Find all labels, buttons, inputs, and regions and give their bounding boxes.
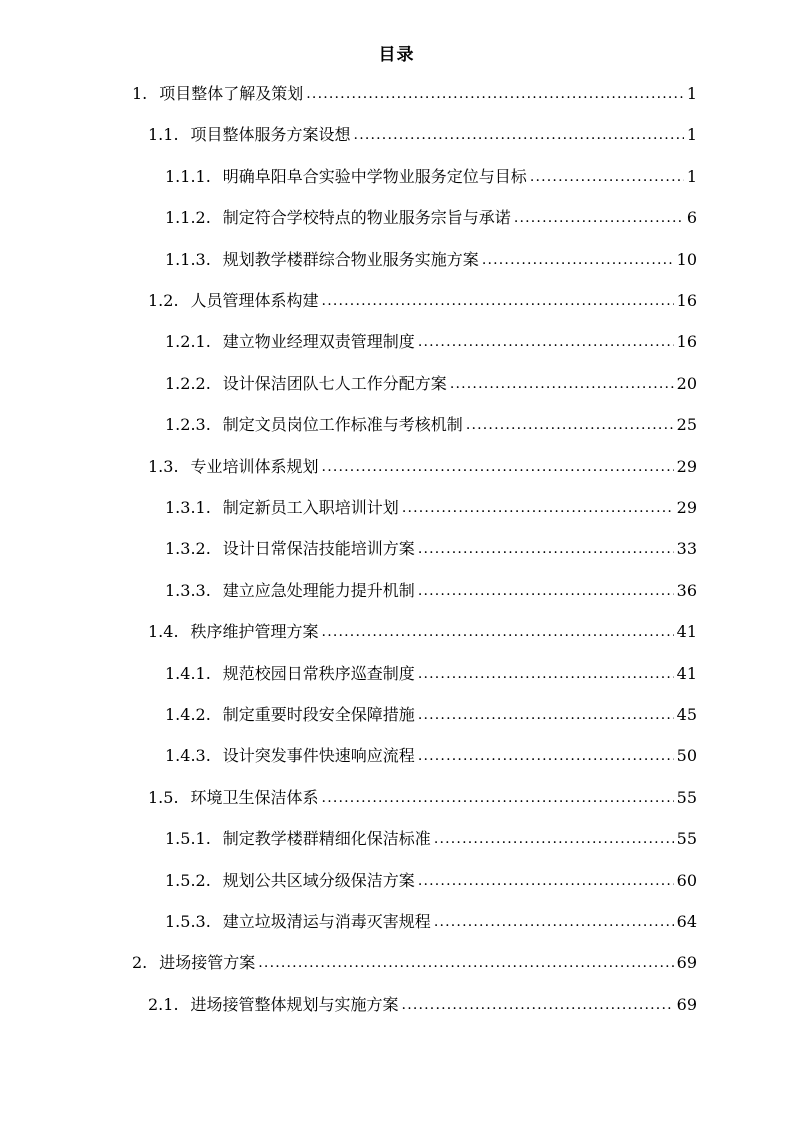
toc-entry-number: 1.5.1. xyxy=(165,829,211,849)
toc-entry-number: 1.3. xyxy=(148,456,179,476)
toc-entry-page-number: 16 xyxy=(676,291,697,310)
toc-entry-number: 1.3.2. xyxy=(165,539,211,559)
toc-entry-page-number: 1 xyxy=(686,84,697,103)
toc-entry-number: 1.1. xyxy=(148,125,179,145)
toc-dot-leader xyxy=(418,578,674,604)
toc-entry-number: 1.2. xyxy=(148,291,179,310)
toc-entry[interactable] xyxy=(165,164,697,190)
toc-entry-number: 1.4.1. xyxy=(165,663,211,683)
toc-dot-leader xyxy=(322,454,674,480)
toc-dot-leader xyxy=(306,81,684,107)
toc-dot-leader xyxy=(402,495,674,521)
toc-dot-leader xyxy=(354,122,684,148)
toc-dot-leader xyxy=(322,288,674,314)
toc-entry-title: 制定重要时段安全保障措施 xyxy=(222,705,415,724)
toc-dot-leader xyxy=(418,536,674,562)
toc-entry-page-number: 20 xyxy=(676,373,697,393)
toc-entry[interactable] xyxy=(165,578,697,604)
toc-entry-number: 1.4. xyxy=(148,622,179,642)
toc-entry-title: 人员管理体系构建 xyxy=(190,291,319,310)
toc-entry-title: 进场接管方案 xyxy=(159,953,256,973)
toc-dot-leader xyxy=(530,164,684,190)
toc-entry-page-number: 69 xyxy=(676,953,697,973)
toc-entry-title: 专业培训体系规划 xyxy=(190,456,319,476)
toc-entry-number: 1.5. xyxy=(148,787,179,807)
toc-entry-number: 1.5.2. xyxy=(165,870,211,890)
toc-entry-page-number: 33 xyxy=(676,539,697,559)
toc-dot-leader xyxy=(514,205,684,231)
toc-entry-page-number: 41 xyxy=(676,622,697,642)
toc-entry-number: 2.1. xyxy=(148,994,179,1014)
toc-entry[interactable] xyxy=(165,412,697,438)
toc-entry-page-number: 41 xyxy=(676,663,697,683)
toc-entry-title: 秩序维护管理方案 xyxy=(190,622,319,642)
toc-entry-page-number: 1 xyxy=(686,125,697,145)
toc-dot-leader xyxy=(322,785,674,811)
toc-entry[interactable] xyxy=(132,81,697,107)
toc-entry[interactable] xyxy=(165,536,697,562)
toc-entry-title: 建立应急处理能力提升机制 xyxy=(222,580,415,600)
toc-dot-leader xyxy=(258,950,673,976)
toc-entry-title: 制定教学楼群精细化保洁标准 xyxy=(222,829,431,849)
toc-entry-number: 1.5.3. xyxy=(165,912,211,931)
toc-entry-title: 设计保洁团队七人工作分配方案 xyxy=(222,373,447,393)
toc-dot-leader xyxy=(418,743,674,769)
toc-dot-leader xyxy=(322,619,674,645)
toc-entry-page-number: 1 xyxy=(686,166,697,186)
toc-entry-page-number: 60 xyxy=(676,870,697,890)
toc-dot-leader xyxy=(482,247,674,273)
toc-entry[interactable] xyxy=(132,950,697,976)
toc-title: 目录 xyxy=(378,45,415,65)
toc-entry-title: 制定新员工入职培训计划 xyxy=(222,498,399,517)
toc-entry-title: 制定符合学校特点的物业服务宗旨与承诺 xyxy=(222,208,511,228)
toc-entry[interactable] xyxy=(165,868,697,894)
toc-entry-number: 1. xyxy=(132,84,148,103)
toc-dot-leader xyxy=(402,992,674,1018)
toc-entry-title: 规划教学楼群综合物业服务实施方案 xyxy=(222,249,479,269)
toc-entry-title: 项目整体了解及策划 xyxy=(159,84,304,103)
toc-entry-title: 明确阜阳阜合实验中学物业服务定位与目标 xyxy=(222,166,527,186)
toc-entry[interactable] xyxy=(148,122,697,148)
toc-entry-title: 建立垃圾清运与消毒灭害规程 xyxy=(222,912,431,931)
toc-entry[interactable] xyxy=(165,371,697,397)
toc-entry-page-number: 6 xyxy=(686,208,697,228)
toc-entry-number: 1.1.3. xyxy=(165,249,211,269)
toc-entry-title: 环境卫生保洁体系 xyxy=(190,787,319,807)
toc-entry-title: 设计日常保洁技能培训方案 xyxy=(222,539,415,559)
toc-entry-page-number: 69 xyxy=(676,994,697,1014)
toc-entry-number: 2. xyxy=(132,953,148,973)
toc-entry-number: 1.3.1. xyxy=(165,498,211,517)
toc-dot-leader xyxy=(418,661,674,687)
toc-entry[interactable] xyxy=(165,495,697,521)
toc-entry-number: 1.1.1. xyxy=(165,166,211,186)
toc-entry-title: 制定文员岗位工作标准与考核机制 xyxy=(222,415,463,435)
toc-entry[interactable] xyxy=(165,826,697,852)
toc-entry-page-number: 29 xyxy=(676,498,697,517)
toc-entry-title: 规划公共区域分级保洁方案 xyxy=(222,870,415,890)
toc-entry[interactable] xyxy=(148,288,697,314)
toc-entry-title: 设计突发事件快速响应流程 xyxy=(222,746,415,766)
toc-entry[interactable] xyxy=(165,329,697,355)
toc-entry-number: 1.4.2. xyxy=(165,705,211,724)
toc-dot-leader xyxy=(434,826,674,852)
toc-entry[interactable] xyxy=(148,619,697,645)
toc-entry[interactable] xyxy=(148,454,697,480)
toc-entry-page-number: 55 xyxy=(676,829,697,849)
toc-entry-page-number: 10 xyxy=(676,249,697,269)
toc-entry[interactable] xyxy=(165,247,697,273)
toc-entry-page-number: 50 xyxy=(676,746,697,766)
toc-entry-number: 1.4.3. xyxy=(165,746,211,766)
toc-entry[interactable] xyxy=(165,909,697,935)
toc-entry-number: 1.3.3. xyxy=(165,580,211,600)
toc-entry-page-number: 25 xyxy=(676,415,697,435)
toc-entry-title: 项目整体服务方案设想 xyxy=(190,125,351,145)
toc-entry-page-number: 16 xyxy=(676,332,697,352)
toc-entry[interactable] xyxy=(148,992,697,1018)
toc-entry-page-number: 29 xyxy=(676,456,697,476)
toc-dot-leader xyxy=(434,909,674,935)
toc-entry[interactable] xyxy=(165,702,697,728)
toc-entry-title: 进场接管整体规划与实施方案 xyxy=(190,994,399,1014)
toc-entry-page-number: 36 xyxy=(676,580,697,600)
toc-dot-leader xyxy=(466,412,674,438)
toc-dot-leader xyxy=(418,868,674,894)
toc-entry-page-number: 64 xyxy=(676,912,697,931)
toc-dot-leader xyxy=(418,702,674,728)
toc-entry-number: 1.2.3. xyxy=(165,415,211,435)
toc-dot-leader xyxy=(450,371,674,397)
toc-entry[interactable] xyxy=(165,205,697,231)
toc-entry-title: 建立物业经理双责管理制度 xyxy=(222,332,415,352)
toc-entry[interactable] xyxy=(165,743,697,769)
toc-entry-number: 1.2.2. xyxy=(165,373,211,393)
toc-entry-title: 规范校园日常秩序巡查制度 xyxy=(222,663,415,683)
toc-entry-number: 1.1.2. xyxy=(165,208,211,228)
toc-entry-page-number: 45 xyxy=(676,705,697,724)
toc-entry[interactable] xyxy=(148,785,697,811)
toc-dot-leader xyxy=(418,329,674,355)
toc-entry-number: 1.2.1. xyxy=(165,332,211,352)
toc-entry-page-number: 55 xyxy=(676,787,697,807)
toc-entry[interactable] xyxy=(165,661,697,687)
